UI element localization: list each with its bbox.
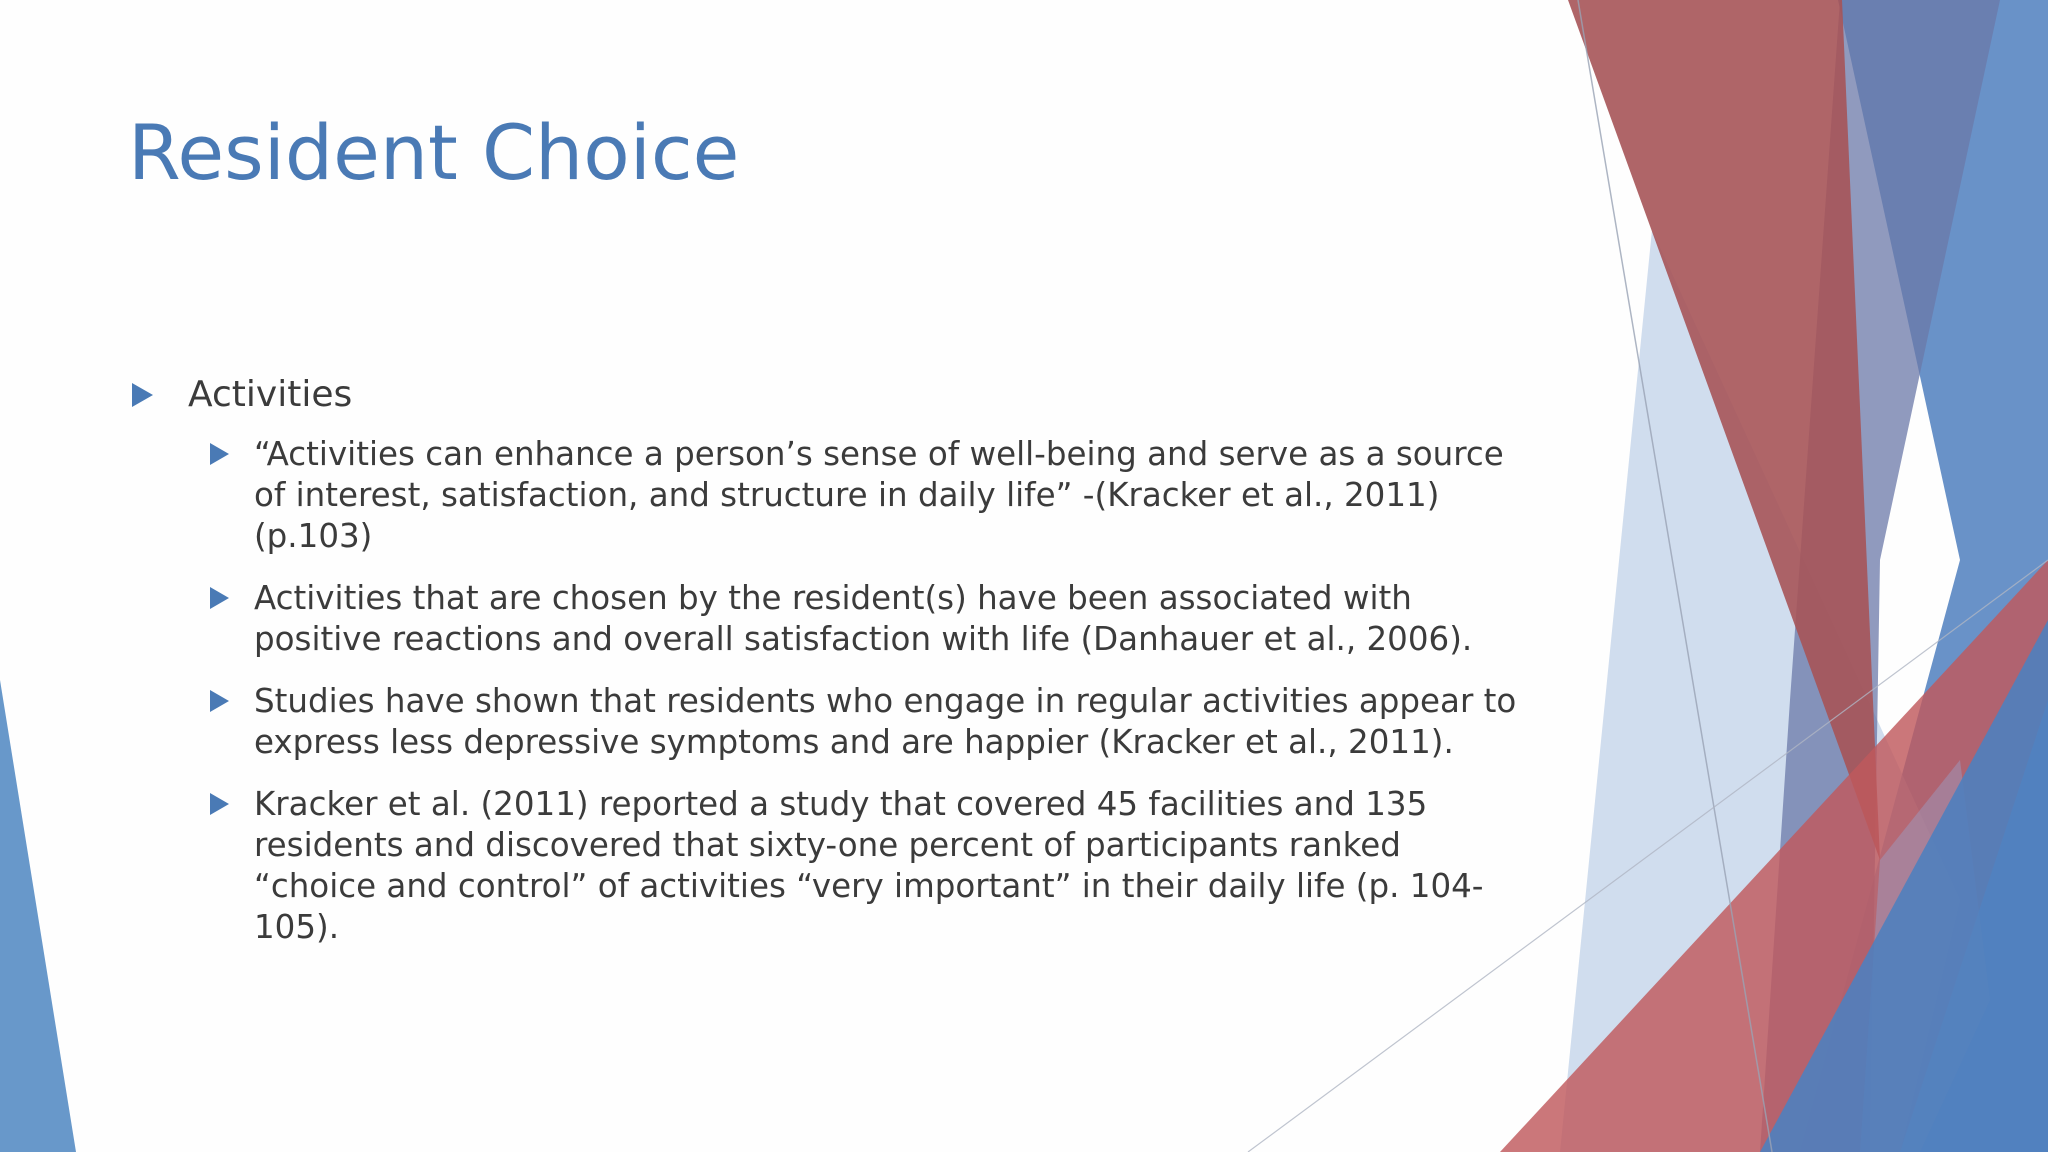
slide-content	[128, 370, 1528, 969]
sub-bullet-3	[128, 681, 1528, 763]
sub-bullet-1	[128, 434, 1528, 557]
bullet-arrow-icon	[210, 587, 229, 609]
sub-bullet-4	[128, 784, 1528, 948]
slide-title: Resident Choice	[128, 108, 740, 197]
bullet-text: Activities	[188, 374, 353, 415]
bullet-arrow-icon	[210, 443, 229, 465]
bullet-arrow-icon	[132, 383, 153, 407]
sub-bullet-text: Kracker et al. (2011) reported a study that covered 45 facilities and 135 residents and discovered that sixty-one percent of participants ranked “choice and control” of activities “very important” in their daily life (p. 104-105).	[254, 785, 1484, 946]
bullet-arrow-icon	[210, 690, 229, 712]
sub-bullet-2	[128, 578, 1528, 660]
sub-bullet-text: Studies have shown that residents who engage in regular activities appear to express less depressive symptoms and are happier (Kracker et al., 2011).	[254, 682, 1517, 761]
sub-bullet-text: Activities that are chosen by the resident(s) have been associated with positive reactions and overall satisfaction with life (Danhauer et al., 2006).	[254, 579, 1473, 658]
left-blue-sliver	[0, 680, 76, 1152]
bullet-arrow-icon	[210, 793, 229, 815]
bullet-activities	[128, 370, 1528, 420]
sub-bullet-text: “Activities can enhance a person’s sense of well-being and serve as a source of interest, satisfaction, and structure in daily life” -(Kracker et al., 2011)(p.103)	[254, 435, 1504, 555]
